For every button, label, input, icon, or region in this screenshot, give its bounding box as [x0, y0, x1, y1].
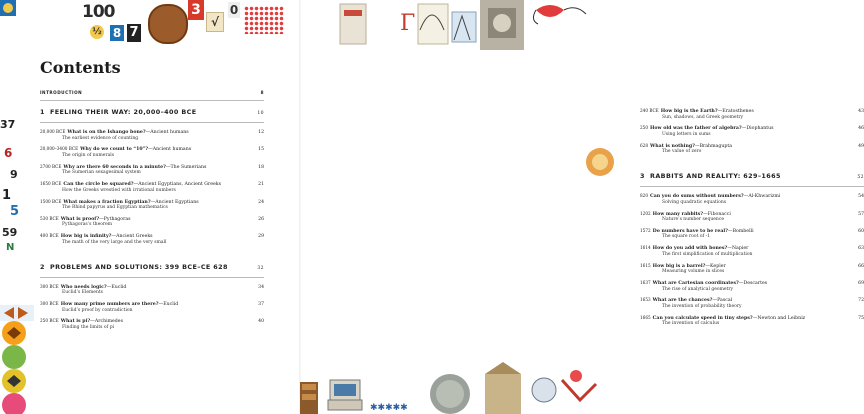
part-heading[interactable]: [640, 172, 864, 187]
entry-subtitle: The earliest evidence of counting: [62, 135, 139, 141]
part-title: PROBLEMS AND SOLUTIONS: 399 BCE–CE 628: [50, 262, 228, 271]
entry-question: What are the chances?: [652, 298, 713, 304]
entry-question: Can you do sums without numbers?: [650, 194, 744, 200]
abacus-decor: [244, 6, 284, 34]
entry-page: 12: [258, 130, 264, 135]
entry-author: —Euclid: [158, 302, 179, 307]
entry-page: 57: [858, 211, 864, 217]
entry-subtitle: How the Greeks wrestled with irrational numbers: [62, 187, 176, 193]
toc-entry[interactable]: [640, 125, 864, 137]
page-title: Contents: [40, 58, 121, 77]
part2-entries-continued: [640, 108, 864, 155]
number-tile: 100: [82, 2, 115, 22]
entry-date: 1500 BCE: [40, 198, 62, 204]
entry-author: —Euclid: [106, 284, 127, 290]
entry-subtitle: The Sumerian sexagesimal system: [62, 170, 141, 176]
entry-date: 20,000–3400 BCE: [40, 146, 79, 152]
number-tile: 5: [10, 204, 20, 219]
number-tile: 9: [10, 168, 18, 181]
toc-entry[interactable]: [640, 193, 864, 205]
entry-subtitle: Using letters in sums: [662, 131, 711, 137]
entry-date: 250: [640, 125, 648, 131]
entry-page: 60: [858, 228, 864, 234]
entry-page: 26: [258, 216, 264, 222]
toc-entry[interactable]: [40, 233, 264, 245]
entry-question: How old was the father of algebra?: [650, 126, 742, 132]
part-number: 1: [40, 108, 45, 116]
machine-illustration-icon: [340, 0, 590, 58]
entry-date: 530 BCE: [40, 215, 59, 221]
entry-page: 69: [858, 281, 864, 286]
entry-subtitle: Pythagoras’s theorem: [62, 222, 113, 228]
entry-page: 40: [258, 319, 264, 325]
number-tile: 8: [110, 25, 124, 41]
entry-author: —Eratosthenes: [717, 109, 754, 114]
number-tile: 59: [2, 226, 18, 239]
bottom-collage-icon: [300, 360, 600, 414]
toc-entry[interactable]: [640, 143, 864, 155]
entry-date: 2700 BCE: [40, 163, 62, 169]
part-page: 32: [257, 265, 264, 271]
entry-author: —Ancient humans: [148, 147, 192, 153]
entry-date: 400 BCE: [40, 233, 59, 239]
entry-question: What is nothing?: [650, 143, 695, 149]
entry-question: How do you add with bones?: [652, 246, 728, 252]
entry-subtitle: Sun, shadows, and Greek geometry: [662, 114, 744, 120]
entry-page: 18: [258, 164, 264, 170]
entry-author: —Bombelli: [727, 228, 754, 234]
svg-text:✱✱✱✱✱: ✱✱✱✱✱: [370, 403, 408, 413]
toc-entry[interactable]: [40, 199, 264, 211]
entry-date: 628: [640, 142, 648, 148]
entry-page: 63: [858, 246, 864, 252]
number-tile: 7: [127, 24, 141, 42]
entry-author: —Pythagoras: [99, 216, 131, 222]
entry-question: What makes a fraction Egyptian?: [63, 199, 151, 205]
entry-date: 1202: [640, 210, 651, 216]
entry-author: —Napier: [727, 246, 749, 252]
toc-entry[interactable]: [40, 146, 264, 158]
svg-text:Γ: Γ: [400, 11, 416, 36]
entry-subtitle: The Rhind papyrus and Egyptian mathematics: [62, 205, 168, 211]
toc-entry[interactable]: [640, 245, 864, 257]
number-tile: 6: [4, 146, 13, 160]
part-page: 52: [857, 175, 864, 181]
part2-entries: [40, 284, 264, 331]
entry-subtitle: The invention of calculus: [662, 321, 720, 327]
entry-author: —Descartes: [738, 281, 768, 286]
letter-tile: N: [6, 242, 15, 253]
entry-question: How big is the Earth?: [660, 109, 718, 114]
toc-entry[interactable]: [40, 129, 264, 141]
entry-date: 240 BCE: [640, 108, 659, 113]
toc-entry[interactable]: [40, 216, 264, 228]
entry-author: —Fibonacci: [703, 211, 731, 217]
part-title: RABBITS AND REALITY: 629–1665: [650, 172, 781, 181]
entry-author: —Pascal: [712, 298, 733, 304]
entry-date: 250 BCE: [40, 318, 59, 324]
number-tile: 3: [188, 0, 204, 20]
entry-date: 1665: [640, 314, 651, 320]
entry-date: 1614: [640, 245, 651, 251]
intro-page: 8: [260, 90, 264, 95]
number-tile: 37: [0, 118, 16, 131]
entry-page: 75: [858, 315, 864, 321]
corner-ornament-icon: [0, 0, 16, 16]
entry-author: —Newton and Leibniz: [752, 315, 806, 321]
entry-subtitle: The origin of numerals: [62, 152, 115, 158]
entry-page: 29: [258, 234, 264, 240]
entry-subtitle: The invention of probability theory: [662, 303, 742, 309]
toc-entry[interactable]: [40, 181, 264, 193]
entry-question: Why are there 60 seconds in a minute?: [63, 164, 166, 170]
entry-subtitle: The math of the very large and the very small: [62, 239, 167, 245]
entry-author: —Ancient Egyptians: [150, 199, 199, 205]
toc-entry[interactable]: [640, 263, 864, 275]
toc-right-column: [640, 108, 864, 332]
entry-question: Do numbers have to be real?: [652, 228, 728, 234]
entry-page: 24: [258, 199, 264, 205]
entry-page: 54: [858, 194, 864, 200]
entry-page: 15: [258, 147, 264, 153]
entry-author: —The Sumerians: [165, 164, 207, 170]
entry-date: 300 BCE: [40, 283, 59, 289]
entry-date: 300 BCE: [40, 301, 59, 306]
butterfly-stack-icon: [0, 305, 34, 414]
toc-entry[interactable]: [40, 284, 264, 296]
entry-page: 34: [258, 284, 264, 290]
entry-page: 43: [858, 109, 864, 114]
part-heading[interactable]: [40, 108, 264, 123]
entry-subtitle: The rise of analytical geometry: [662, 286, 734, 292]
entry-question: Why do we count to “10”?: [80, 147, 149, 153]
entry-page: 37: [258, 302, 264, 307]
entry-question: What is proof?: [60, 216, 100, 222]
part-number: 2: [40, 262, 45, 271]
entry-page: 49: [858, 143, 864, 149]
entry-page: 66: [858, 263, 864, 269]
entry-author: —Al-Khwarizmi: [743, 194, 781, 200]
dial-disc: [148, 4, 188, 44]
entry-date: 1572: [640, 227, 651, 233]
entry-date: 1637: [640, 280, 651, 285]
entry-author: —Ancient Egyptians, Ancient Greeks: [133, 182, 222, 188]
header-collage: [60, 0, 295, 52]
part-page: 10: [257, 111, 264, 116]
part3-entries: [640, 193, 864, 327]
toc-entry[interactable]: [640, 228, 864, 240]
toc-left-column: [40, 90, 264, 336]
toc-entry[interactable]: [40, 301, 264, 313]
entry-page: 21: [258, 182, 264, 188]
toc-entry[interactable]: [640, 108, 864, 120]
entry-date: 1653: [640, 297, 651, 303]
toc-entry[interactable]: [640, 280, 864, 292]
number-tile: 0: [229, 3, 239, 17]
entry-subtitle: Euclid’s proof by contradiction: [62, 307, 133, 313]
part-title: FEELING THEIR WAY: 20,000–400 BCE: [50, 108, 197, 116]
entry-subtitle: The first simplification of multiplication: [662, 251, 753, 257]
entry-date: 1615: [640, 262, 651, 268]
entry-subtitle: Euclid’s Elements: [62, 290, 103, 296]
part-number: 3: [640, 172, 645, 181]
entry-subtitle: Measuring volume in slices: [662, 269, 725, 275]
entry-question: How many rabbits?: [652, 211, 704, 217]
entry-date: 20,000 BCE: [40, 129, 66, 134]
part-heading[interactable]: [40, 263, 264, 278]
toc-introduction[interactable]: [40, 90, 264, 101]
entry-question: Can you calculate speed in tiny steps?: [652, 315, 753, 321]
entry-subtitle: The square root of -1: [662, 234, 711, 240]
entry-subtitle: Finding the limits of pi: [62, 324, 115, 330]
entry-question: How big is infinity?: [60, 234, 112, 240]
toc-entry[interactable]: [640, 297, 864, 309]
entry-author: —Ancient humans: [145, 130, 189, 135]
entry-question: Who needs logic?: [60, 284, 107, 290]
sqrt-tile: √: [206, 12, 224, 32]
fraction-tile: ½: [90, 25, 104, 39]
entry-date: 1650 BCE: [40, 181, 62, 187]
toc-entry[interactable]: [40, 164, 264, 176]
number-tile: 1: [2, 188, 12, 203]
entry-question: How big is a barrel?: [652, 263, 706, 269]
entry-question: What are Cartesian coordinates?: [652, 281, 739, 286]
entry-page: 46: [858, 126, 864, 132]
entry-author: —Archimedes: [90, 319, 123, 325]
left-page: [0, 0, 300, 414]
toc-entry[interactable]: [40, 318, 264, 330]
entry-subtitle: The value of zero: [662, 149, 702, 155]
entry-author: —Ancient Greeks: [111, 234, 153, 240]
intro-label: INTRODUCTION: [40, 90, 83, 95]
entry-question: What is on the Ishango bone?: [67, 130, 146, 135]
entry-subtitle: Solving quadratic equations: [662, 199, 727, 205]
entry-author: —Diophantus: [741, 126, 774, 132]
entry-page: 72: [858, 298, 864, 304]
toc-entry[interactable]: [640, 315, 864, 327]
entry-subtitle: Nature’s number sequence: [662, 217, 724, 223]
entry-date: 820: [640, 193, 648, 199]
entry-author: —Brahmagupta: [694, 143, 733, 149]
right-page: [300, 0, 864, 414]
toc-entry[interactable]: [640, 211, 864, 223]
part1-entries: [40, 129, 264, 245]
entry-question: How many prime numbers are there?: [60, 302, 159, 307]
entry-question: What is pi?: [60, 319, 91, 325]
side-disc-icon: [584, 142, 600, 182]
entry-question: Can the circle be squared?: [63, 182, 134, 188]
entry-author: —Kepler: [705, 263, 726, 269]
